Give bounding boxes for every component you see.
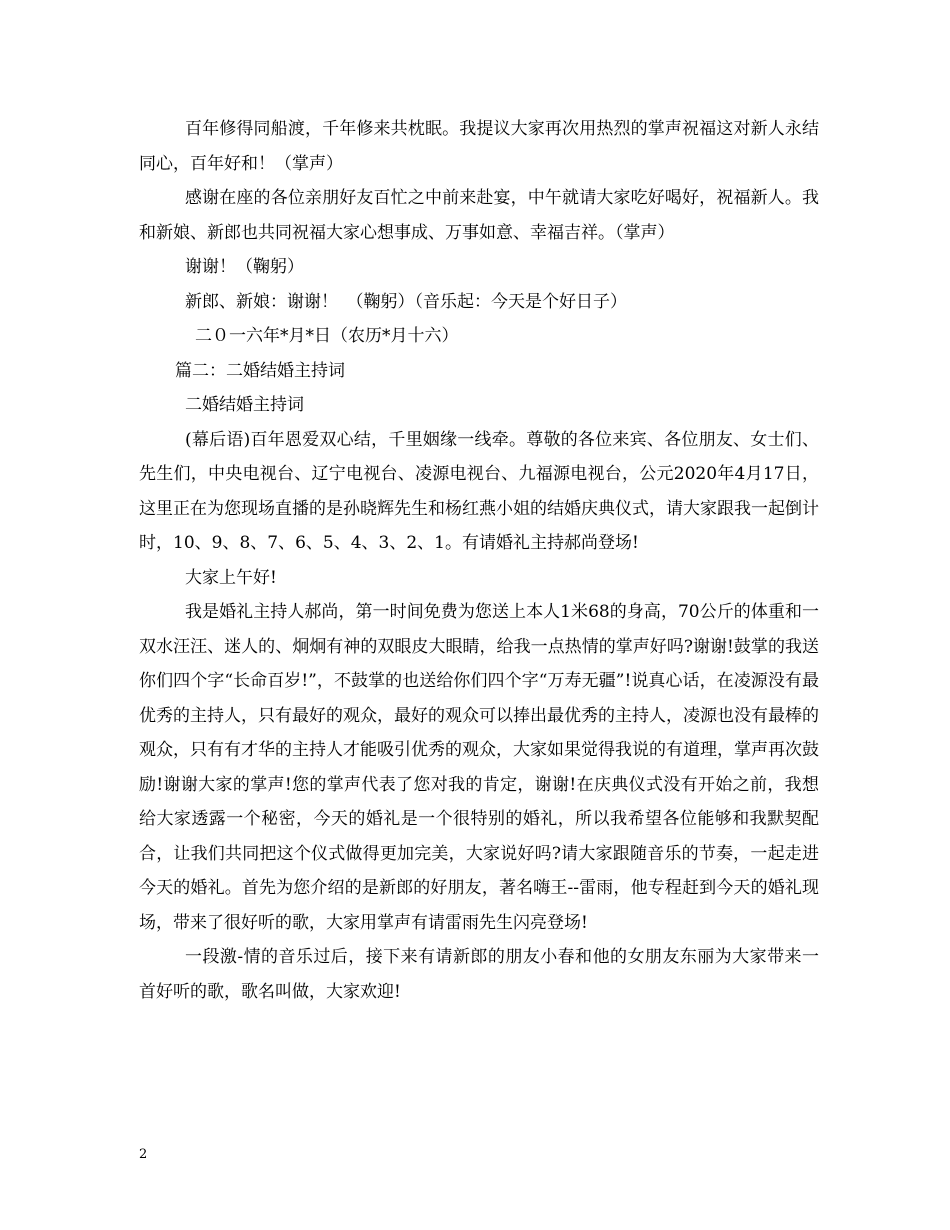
document-body: [139, 112, 819, 1009]
paragraph: 新郎、新娘：谢谢！ （鞠躬）（音乐起：今天是个好日子）: [185, 291, 627, 312]
section-title: 二婚结婚主持词: [185, 395, 304, 415]
paragraph: (幕后语)百年恩爱双心结，千里姻缘一线牵。尊敬的各位来宾、各位朋友、女士们、先生们，中央电视台、辽宁电视台、凌源电视台、九福源电视台，公元2020年4月17日，这里正在为您现场直播的是孙晓辉先生和杨红燕小姐的结婚庆典仪式，请大家跟我一起倒计时，10、9、8、7、6、5、4、3、2、1。有请婚礼主持郝尚登场!: [139, 429, 819, 553]
date-line: 二０一六年*月*日（农历*月十六）: [195, 326, 459, 346]
paragraph: 大家上午好!: [185, 567, 277, 588]
section-heading: 篇二：二婚结婚主持词: [175, 360, 345, 381]
paragraph: 我是婚礼主持人郝尚，第一时间免费为您送上本人1米68的身高，70公斤的体重和一双水汪汪、迷人的、炯炯有神的双眼皮大眼睛，给我一点热情的掌声好吗?谢谢!鼓掌的我送你们四个字“长命百岁!”，不鼓掌的也送给你们四个字“万寿无疆”!说真心话，在凌源没有最优秀的主持人，只有最好的观众，最好的观众可以捧出最优秀的主持人，凌源也没有最棒的观众，只有有才华的主持人才能吸引优秀的观众，大家如果觉得我说的有道理，掌声再次鼓励!谢谢大家的掌声!您的掌声代表了您对我的肯定，谢谢!在庆典仪式没有开始之前，我想给大家透露一个秘密，今天的婚礼是一个很特别的婚礼，所以我希望各位能够和我默契配合，让我们共同把这个仪式做得更加完美，大家说好吗?请大家跟随音乐的节奏，一起走进今天的婚礼。首先为您介绍的是新郎的好朋友，著名嗨王--雷雨，他专程赶到今天的婚礼现场，带来了很好听的歌，大家用掌声有请雷雨先生闪亮登场!: [139, 602, 819, 933]
paragraph: 感谢在座的各位亲朋好友百忙之中前来赴宴，中午就请大家吃好喝好，祝福新人。我和新娘、新郎也共同祝福大家心想事成、万事如意、幸福吉祥。（掌声）: [139, 188, 819, 243]
paragraph: 百年修得同船渡，千年修来共枕眠。我提议大家再次用热烈的掌声祝福这对新人永结同心，百年好和！（掌声）: [139, 119, 819, 174]
paragraph: 谢谢！（鞠躬）: [185, 257, 304, 277]
paragraph: 一段激-情的音乐过后，接下来有请新郎的朋友小春和他的女朋友东丽为大家带来一首好听的歌，歌名叫做，大家欢迎!: [139, 947, 819, 1002]
page-number: 2: [139, 1147, 148, 1162]
